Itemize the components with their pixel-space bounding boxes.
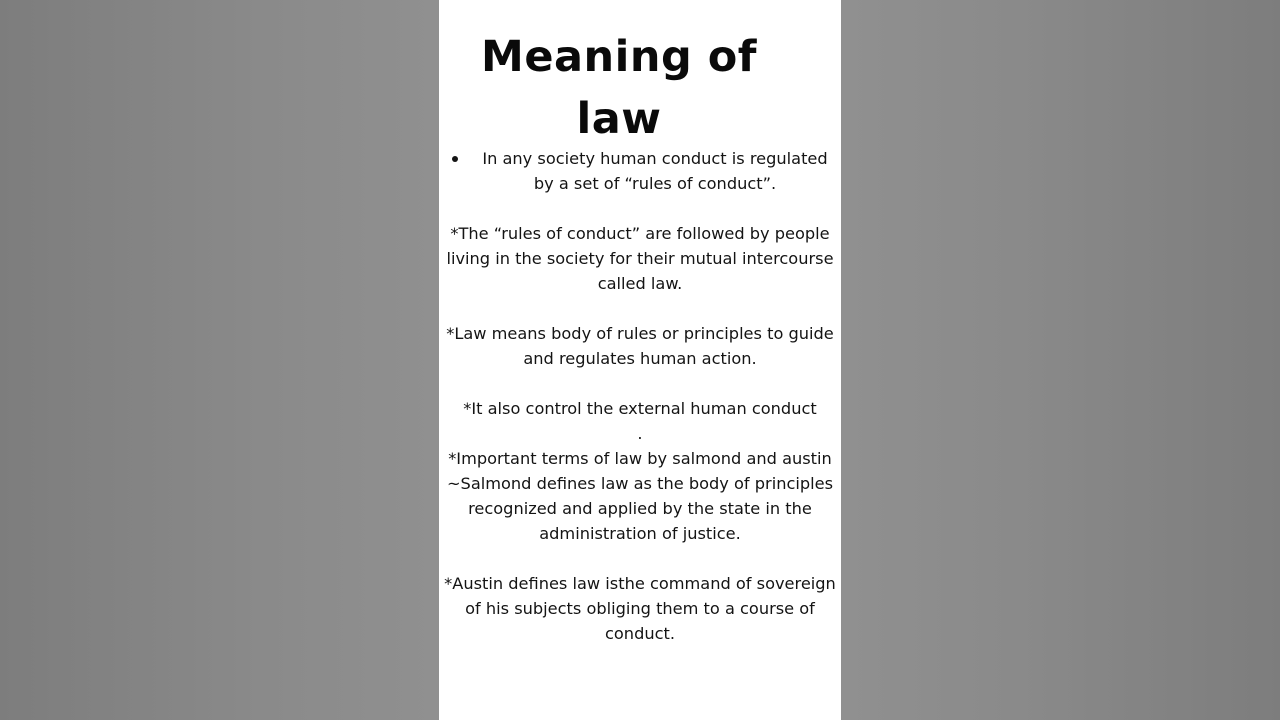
title-line-2: law: [576, 94, 662, 144]
background-left: [0, 0, 439, 720]
paragraph-stray-dot: .: [637, 424, 643, 443]
paragraph-austin-definition: *Austin defines law isthe command of sovereign of his subjects obliging them to a course of conduct.: [444, 574, 836, 643]
paragraph-rules-of-conduct: *The “rules of conduct” are followed by people living in the society for their mutual intercourse called law.: [446, 224, 834, 293]
document-page: [439, 0, 841, 720]
background-right: [841, 0, 1280, 720]
bullet-item: [439, 146, 838, 196]
spacer: [439, 546, 841, 571]
spacer: [439, 296, 841, 321]
bullet-text: In any society human conduct is regulated by a set of “rules of conduct”.: [482, 149, 828, 193]
document-body: [439, 146, 841, 646]
spacer: [439, 371, 841, 396]
paragraph-external-conduct: *It also control the external human conduct: [463, 399, 817, 418]
paragraph-law-meaning: *Law means body of rules or principles to guide and regulates human action.: [446, 324, 834, 368]
page-title: [439, 26, 799, 150]
paragraph-important-terms-heading: *Important terms of law by salmond and austin: [448, 449, 832, 468]
bullet-dot-icon: [452, 156, 458, 162]
paragraph-salmond-definition: ~Salmond defines law as the body of principles recognized and applied by the state in the administration of justice.: [446, 474, 834, 543]
spacer: [439, 196, 841, 221]
title-line-1: Meaning of: [481, 32, 757, 82]
